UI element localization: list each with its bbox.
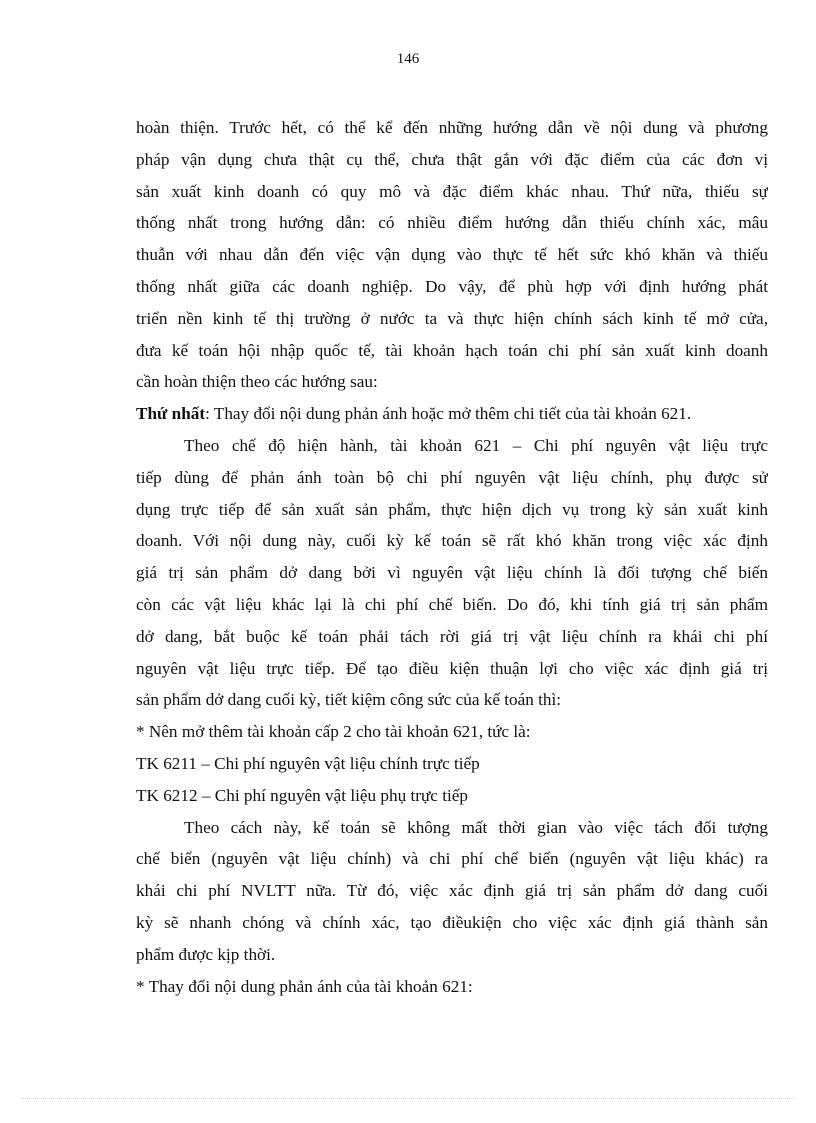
paragraph [136,971,768,1003]
text-line: dụng trực tiếp để sản xuất sản phẩm, thực hiện dịch vụ trong kỳ sản xuất kinh [136,499,768,519]
text-line: giá trị sản phẩm dở dang bởi vì nguyên vật liệu chính là đối tượng chế biến [136,563,768,583]
text-line: Theo cách này, kế toán sẽ không mất thời gian vào việc tách đối tượng [184,817,768,837]
text-line: khái chi phí NVLTT nữa. Từ đó, việc xác định giá trị sản phẩm dở dang cuối [136,881,768,901]
text-line: còn các vật liệu khác lại là chi phí chế biến. Do đó, khi tính giá trị sản phẩm [136,594,768,614]
paragraph [136,812,768,971]
text-line: pháp vận dụng chưa thật cụ thể, chưa thật gắn với đặc điểm của các đơn vị [136,149,768,169]
text-line: sản phẩm dở dang cuối kỳ, tiết kiệm công sức của kế toán thì: [136,690,562,710]
text-line: triển nền kinh tế thị trường ở nước ta và thực hiện chính sách kinh tế mở cửa, [136,308,768,328]
paragraph [136,398,768,430]
text-line: sản xuất kinh doanh có quy mô và đặc điểm khác nhau. Thứ nữa, thiếu sự [136,181,768,201]
paragraph [136,430,768,716]
text-line: hoàn thiện. Trước hết, có thể kể đến những hướng dẫn về nội dung và phương [136,118,768,137]
text-line: doanh. Với nội dung này, cuối kỳ kế toán sẽ rất khó khăn trong việc xác định [136,531,768,551]
paragraph [136,716,768,748]
text-line: TK 6212 – Chi phí nguyên vật liệu phụ trực tiếp [136,785,469,805]
paragraph [136,748,768,780]
page-number: 146 [396,51,420,67]
page-bottom-divider [22,1098,794,1099]
text-line: nguyên vật liệu trực tiếp. Để tạo điều kiện thuận lợi cho việc xác định giá trị [136,658,768,678]
text-line: thống nhất giữa các doanh nghiệp. Do vậy, để phù hợp với định hướng phát [136,276,768,296]
text-line: dở dang, bắt buộc kế toán phải tách rời giá trị vật liệu chính ra khái chi phí [136,626,768,646]
text-line [136,398,768,430]
document-body [136,112,768,1002]
text-line: đưa kế toán hội nhập quốc tế, tài khoản hạch toán chi phí sản xuất kinh doanh [136,340,768,360]
text-line: chế biến (nguyên vật liệu chính) và chi phí chế biến (nguyên vật liệu khác) ra [136,849,768,869]
bold-lead: Thứ nhất [136,404,206,424]
text-line: phẩm được kịp thời. [136,944,276,964]
text-line: * Thay đổi nội dung phản ánh của tài khoản 621: [136,976,473,996]
text-line: * Nên mở thêm tài khoản cấp 2 cho tài khoản 621, tức là: [136,722,531,742]
text-line: thuẫn với nhau dẫn đến việc vận dụng vào thực tế hết sức khó khăn và thiếu [136,245,768,265]
text-line: kỳ sẽ nhanh chóng và chính xác, tạo điềukiện cho việc xác định giá thành sản [136,912,768,932]
text-line: thống nhất trong hướng dẫn: có nhiều điểm hướng dẫn thiếu chính xác, mâu [136,213,768,233]
text-line: tiếp dùng để phản ánh toàn bộ chi phí nguyên vật liệu chính, phụ được sử [136,467,768,487]
line-text: : Thay đổi nội dung phản ánh hoặc mở thêm chi tiết của tài khoản 621. [205,404,692,424]
paragraph [136,112,768,398]
paragraph [136,780,768,812]
text-line: Theo chế độ hiện hành, tài khoản 621 – Chi phí nguyên vật liệu trực [184,435,768,455]
text-line: cần hoàn thiện theo các hướng sau: [136,372,378,392]
text-line: TK 6211 – Chi phí nguyên vật liệu chính trực tiếp [136,753,480,773]
